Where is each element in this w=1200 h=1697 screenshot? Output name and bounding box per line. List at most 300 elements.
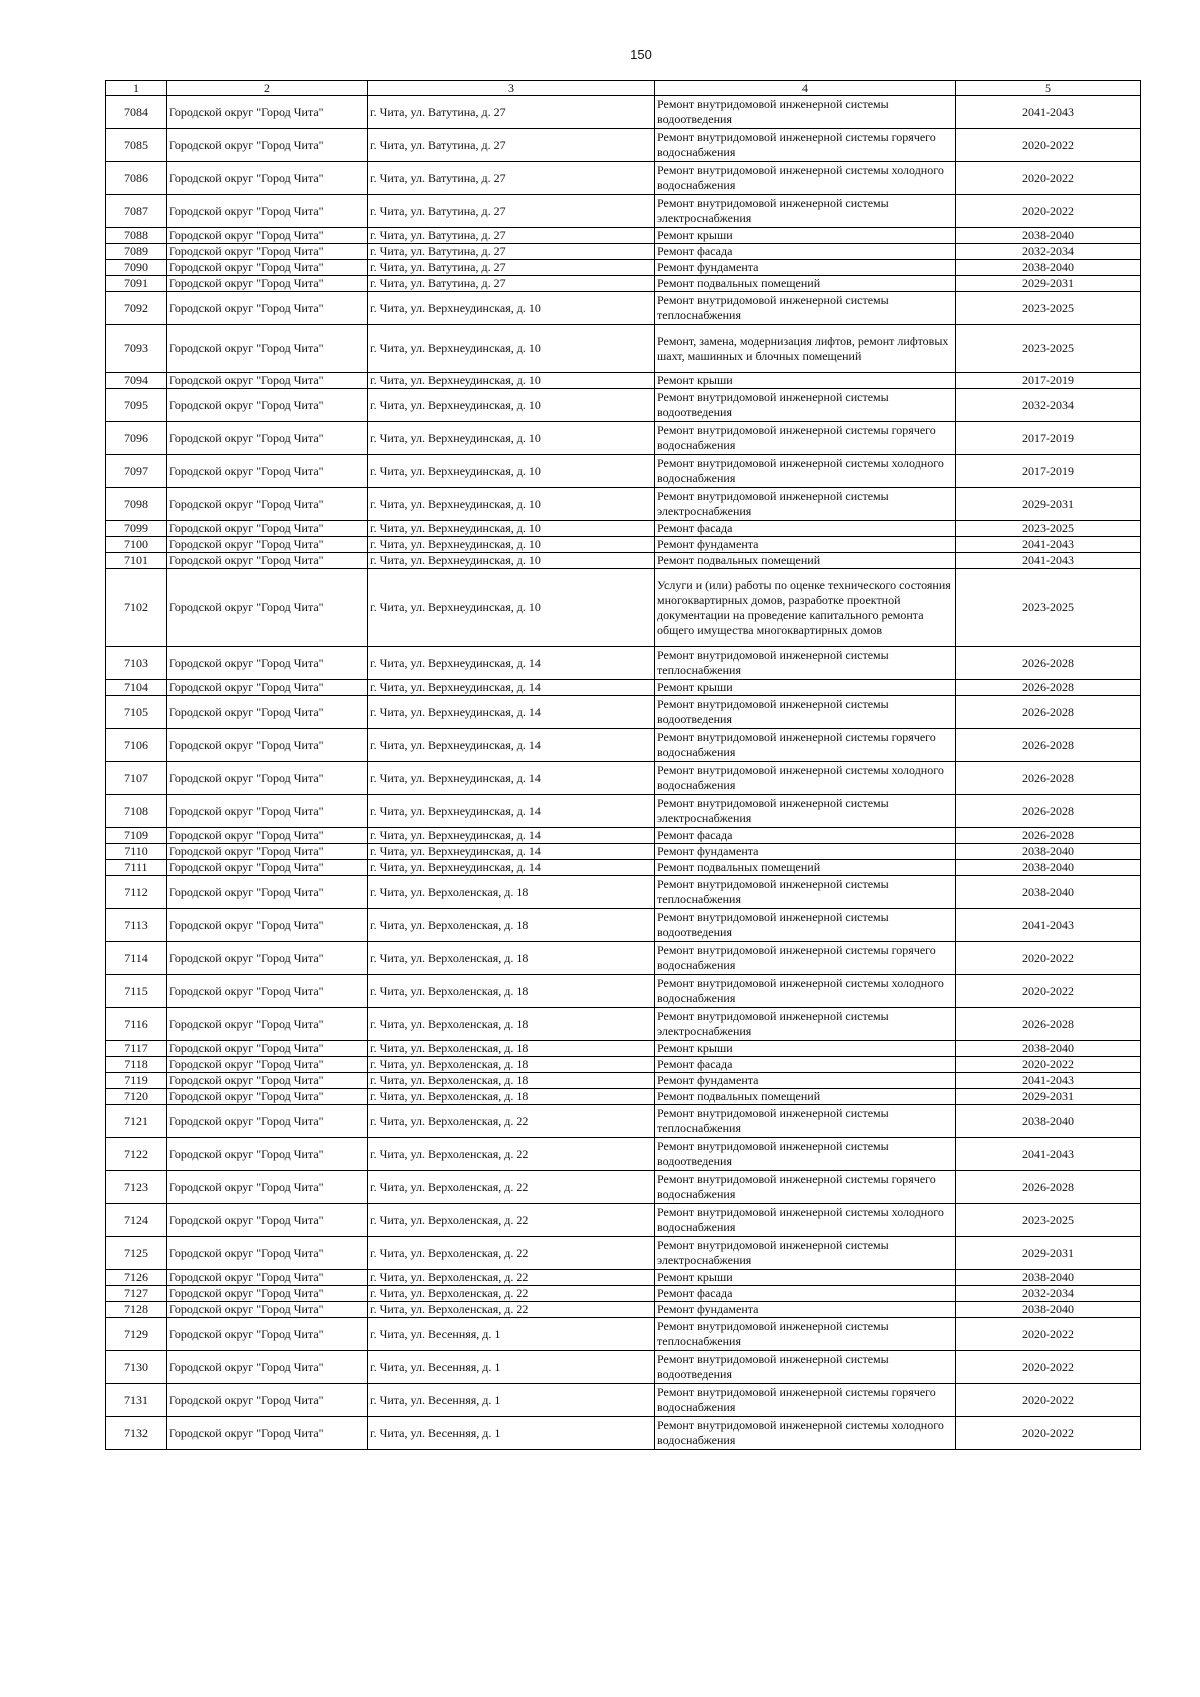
table-row (106, 455, 1141, 488)
repair-schedule-table (105, 80, 1141, 1450)
table-row (106, 488, 1141, 521)
address-cell: г. Чита, ул. Весенняя, д. 1 (368, 1417, 655, 1450)
work-type-cell: Ремонт фундамента (655, 260, 956, 276)
address-cell: г. Чита, ул. Верхнеудинская, д. 14 (368, 828, 655, 844)
address-cell: г. Чита, ул. Верхоленская, д. 22 (368, 1237, 655, 1270)
period-cell: 2023-2025 (956, 325, 1141, 373)
address-cell: г. Чита, ул. Верхнеудинская, д. 10 (368, 292, 655, 325)
row-number-cell: 7090 (106, 260, 167, 276)
row-number-cell: 7094 (106, 373, 167, 389)
address-cell: г. Чита, ул. Верхнеудинская, д. 10 (368, 455, 655, 488)
table-row (106, 1089, 1141, 1105)
work-type-cell: Ремонт внутридомовой инженерной системы холодного водоснабжения (655, 762, 956, 795)
table-row (106, 1237, 1141, 1270)
period-cell: 2020-2022 (956, 975, 1141, 1008)
work-type-cell: Ремонт фасада (655, 1286, 956, 1302)
row-number-cell: 7091 (106, 276, 167, 292)
period-cell: 2020-2022 (956, 942, 1141, 975)
district-cell: Городской округ "Город Чита" (167, 844, 368, 860)
address-cell: г. Чита, ул. Ватутина, д. 27 (368, 228, 655, 244)
district-cell: Городской округ "Город Чита" (167, 1089, 368, 1105)
table-row (106, 1073, 1141, 1089)
work-type-cell: Ремонт крыши (655, 373, 956, 389)
work-type-cell: Ремонт внутридомовой инженерной системы электроснабжения (655, 1237, 956, 1270)
row-number-cell: 7124 (106, 1204, 167, 1237)
district-cell: Городской округ "Город Чита" (167, 647, 368, 680)
address-cell: г. Чита, ул. Ватутина, д. 27 (368, 244, 655, 260)
table-row (106, 1138, 1141, 1171)
work-type-cell: Ремонт внутридомовой инженерной системы водоотведения (655, 909, 956, 942)
address-cell: г. Чита, ул. Верхнеудинская, д. 10 (368, 521, 655, 537)
work-type-cell: Ремонт подвальных помещений (655, 1089, 956, 1105)
period-cell: 2038-2040 (956, 228, 1141, 244)
district-cell: Городской округ "Город Чита" (167, 292, 368, 325)
district-cell: Городской округ "Город Чита" (167, 162, 368, 195)
table-row (106, 260, 1141, 276)
row-number-cell: 7089 (106, 244, 167, 260)
district-cell: Городской округ "Город Чита" (167, 455, 368, 488)
work-type-cell: Ремонт крыши (655, 228, 956, 244)
work-type-cell: Ремонт внутридомовой инженерной системы горячего водоснабжения (655, 1384, 956, 1417)
row-number-cell: 7129 (106, 1318, 167, 1351)
row-number-cell: 7100 (106, 537, 167, 553)
table-row (106, 521, 1141, 537)
district-cell: Городской округ "Город Чита" (167, 1286, 368, 1302)
column-header: 4 (655, 81, 956, 96)
address-cell: г. Чита, ул. Ватутина, д. 27 (368, 195, 655, 228)
address-cell: г. Чита, ул. Верхоленская, д. 18 (368, 1073, 655, 1089)
table-row (106, 844, 1141, 860)
row-number-cell: 7099 (106, 521, 167, 537)
district-cell: Городской округ "Город Чита" (167, 1270, 368, 1286)
period-cell: 2026-2028 (956, 680, 1141, 696)
district-cell: Городской округ "Город Чита" (167, 860, 368, 876)
address-cell: г. Чита, ул. Ватутина, д. 27 (368, 96, 655, 129)
work-type-cell: Ремонт внутридомовой инженерной системы горячего водоснабжения (655, 1171, 956, 1204)
table-row (106, 276, 1141, 292)
address-cell: г. Чита, ул. Верхоленская, д. 18 (368, 909, 655, 942)
row-number-cell: 7102 (106, 569, 167, 647)
period-cell: 2038-2040 (956, 844, 1141, 860)
period-cell: 2041-2043 (956, 909, 1141, 942)
work-type-cell: Ремонт фундамента (655, 537, 956, 553)
period-cell: 2029-2031 (956, 1237, 1141, 1270)
period-cell: 2041-2043 (956, 1138, 1141, 1171)
district-cell: Городской округ "Город Чита" (167, 1171, 368, 1204)
row-number-cell: 7109 (106, 828, 167, 844)
address-cell: г. Чита, ул. Ватутина, д. 27 (368, 260, 655, 276)
address-cell: г. Чита, ул. Верхнеудинская, д. 14 (368, 762, 655, 795)
table-row (106, 325, 1141, 373)
column-header: 3 (368, 81, 655, 96)
period-cell: 2032-2034 (956, 244, 1141, 260)
table-row (106, 195, 1141, 228)
row-number-cell: 7093 (106, 325, 167, 373)
table-row (106, 244, 1141, 260)
table-row (106, 696, 1141, 729)
table-row (106, 1318, 1141, 1351)
row-number-cell: 7110 (106, 844, 167, 860)
column-header: 1 (106, 81, 167, 96)
table-row (106, 553, 1141, 569)
work-type-cell: Ремонт фасада (655, 1057, 956, 1073)
district-cell: Городской округ "Город Чита" (167, 795, 368, 828)
work-type-cell: Ремонт внутридомовой инженерной системы электроснабжения (655, 795, 956, 828)
address-cell: г. Чита, ул. Ватутина, д. 27 (368, 162, 655, 195)
period-cell: 2041-2043 (956, 1073, 1141, 1089)
period-cell: 2041-2043 (956, 96, 1141, 129)
period-cell: 2038-2040 (956, 1302, 1141, 1318)
work-type-cell: Ремонт, замена, модернизация лифтов, ремонт лифтовых шахт, машинных и блочных помещений (655, 325, 956, 373)
address-cell: г. Чита, ул. Верхнеудинская, д. 14 (368, 795, 655, 828)
table-row (106, 422, 1141, 455)
period-cell: 2041-2043 (956, 537, 1141, 553)
district-cell: Городской округ "Город Чита" (167, 389, 368, 422)
work-type-cell: Ремонт внутридомовой инженерной системы горячего водоснабжения (655, 942, 956, 975)
district-cell: Городской округ "Город Чита" (167, 422, 368, 455)
district-cell: Городской округ "Город Чита" (167, 1384, 368, 1417)
address-cell: г. Чита, ул. Верхоленская, д. 22 (368, 1171, 655, 1204)
district-cell: Городской округ "Город Чита" (167, 909, 368, 942)
address-cell: г. Чита, ул. Верхнеудинская, д. 10 (368, 569, 655, 647)
address-cell: г. Чита, ул. Верхоленская, д. 22 (368, 1204, 655, 1237)
district-cell: Городской округ "Город Чита" (167, 1041, 368, 1057)
period-cell: 2041-2043 (956, 553, 1141, 569)
work-type-cell: Ремонт крыши (655, 680, 956, 696)
district-cell: Городской округ "Город Чита" (167, 729, 368, 762)
address-cell: г. Чита, ул. Весенняя, д. 1 (368, 1318, 655, 1351)
address-cell: г. Чита, ул. Верхоленская, д. 18 (368, 975, 655, 1008)
table-row (106, 1171, 1141, 1204)
district-cell: Городской округ "Город Чита" (167, 1351, 368, 1384)
work-type-cell: Ремонт внутридомовой инженерной системы теплоснабжения (655, 292, 956, 325)
period-cell: 2038-2040 (956, 876, 1141, 909)
district-cell: Городской округ "Город Чита" (167, 680, 368, 696)
work-type-cell: Ремонт внутридомовой инженерной системы водоотведения (655, 1138, 956, 1171)
table-row (106, 1417, 1141, 1450)
period-cell: 2023-2025 (956, 521, 1141, 537)
address-cell: г. Чита, ул. Верхоленская, д. 22 (368, 1302, 655, 1318)
district-cell: Городской округ "Город Чита" (167, 975, 368, 1008)
table-row (106, 1105, 1141, 1138)
district-cell: Городской округ "Город Чита" (167, 96, 368, 129)
row-number-cell: 7087 (106, 195, 167, 228)
district-cell: Городской округ "Город Чита" (167, 1204, 368, 1237)
row-number-cell: 7111 (106, 860, 167, 876)
address-cell: г. Чита, ул. Верхоленская, д. 18 (368, 942, 655, 975)
work-type-cell: Ремонт внутридомовой инженерной системы электроснабжения (655, 1008, 956, 1041)
period-cell: 2023-2025 (956, 569, 1141, 647)
district-cell: Городской округ "Город Чита" (167, 1057, 368, 1073)
table-row (106, 228, 1141, 244)
row-number-cell: 7085 (106, 129, 167, 162)
district-cell: Городской округ "Город Чита" (167, 569, 368, 647)
row-number-cell: 7119 (106, 1073, 167, 1089)
district-cell: Городской округ "Город Чита" (167, 260, 368, 276)
column-header: 2 (167, 81, 368, 96)
period-cell: 2020-2022 (956, 1351, 1141, 1384)
address-cell: г. Чита, ул. Верхнеудинская, д. 14 (368, 729, 655, 762)
address-cell: г. Чита, ул. Верхнеудинская, д. 10 (368, 553, 655, 569)
row-number-cell: 7115 (106, 975, 167, 1008)
period-cell: 2026-2028 (956, 729, 1141, 762)
row-number-cell: 7096 (106, 422, 167, 455)
address-cell: г. Чита, ул. Верхнеудинская, д. 14 (368, 647, 655, 680)
table-row (106, 1057, 1141, 1073)
work-type-cell: Ремонт фасада (655, 244, 956, 260)
table-row (106, 1302, 1141, 1318)
district-cell: Городской округ "Город Чита" (167, 1008, 368, 1041)
address-cell: г. Чита, ул. Верхнеудинская, д. 14 (368, 844, 655, 860)
district-cell: Городской округ "Город Чита" (167, 195, 368, 228)
row-number-cell: 7104 (106, 680, 167, 696)
row-number-cell: 7086 (106, 162, 167, 195)
row-number-cell: 7103 (106, 647, 167, 680)
work-type-cell: Ремонт внутридомовой инженерной системы горячего водоснабжения (655, 729, 956, 762)
district-cell: Городской округ "Город Чита" (167, 373, 368, 389)
address-cell: г. Чита, ул. Весенняя, д. 1 (368, 1384, 655, 1417)
district-cell: Городской округ "Город Чита" (167, 553, 368, 569)
district-cell: Городской округ "Город Чита" (167, 1138, 368, 1171)
table-row (106, 680, 1141, 696)
table-row (106, 537, 1141, 553)
period-cell: 2029-2031 (956, 488, 1141, 521)
row-number-cell: 7122 (106, 1138, 167, 1171)
period-cell: 2038-2040 (956, 1041, 1141, 1057)
period-cell: 2026-2028 (956, 795, 1141, 828)
work-type-cell: Ремонт внутридомовой инженерной системы холодного водоснабжения (655, 1417, 956, 1450)
address-cell: г. Чита, ул. Верхоленская, д. 22 (368, 1138, 655, 1171)
row-number-cell: 7101 (106, 553, 167, 569)
work-type-cell: Ремонт внутридомовой инженерной системы холодного водоснабжения (655, 162, 956, 195)
address-cell: г. Чита, ул. Верхнеудинская, д. 10 (368, 389, 655, 422)
row-number-cell: 7132 (106, 1417, 167, 1450)
work-type-cell: Ремонт внутридомовой инженерной системы водоотведения (655, 96, 956, 129)
row-number-cell: 7120 (106, 1089, 167, 1105)
table-row (106, 876, 1141, 909)
address-cell: г. Чита, ул. Весенняя, д. 1 (368, 1351, 655, 1384)
address-cell: г. Чита, ул. Верхоленская, д. 22 (368, 1270, 655, 1286)
district-cell: Городской округ "Город Чита" (167, 828, 368, 844)
period-cell: 2026-2028 (956, 696, 1141, 729)
period-cell: 2020-2022 (956, 195, 1141, 228)
row-number-cell: 7130 (106, 1351, 167, 1384)
period-cell: 2017-2019 (956, 373, 1141, 389)
table-row (106, 1384, 1141, 1417)
district-cell: Городской округ "Город Чита" (167, 1105, 368, 1138)
table-row (106, 729, 1141, 762)
row-number-cell: 7118 (106, 1057, 167, 1073)
period-cell: 2020-2022 (956, 1318, 1141, 1351)
row-number-cell: 7108 (106, 795, 167, 828)
column-number-row (106, 81, 1141, 96)
address-cell: г. Чита, ул. Верхнеудинская, д. 10 (368, 537, 655, 553)
work-type-cell: Ремонт внутридомовой инженерной системы горячего водоснабжения (655, 129, 956, 162)
period-cell: 2017-2019 (956, 422, 1141, 455)
period-cell: 2032-2034 (956, 389, 1141, 422)
table-row (106, 762, 1141, 795)
row-number-cell: 7095 (106, 389, 167, 422)
row-number-cell: 7097 (106, 455, 167, 488)
work-type-cell: Ремонт подвальных помещений (655, 553, 956, 569)
row-number-cell: 7084 (106, 96, 167, 129)
work-type-cell: Ремонт внутридомовой инженерной системы теплоснабжения (655, 1105, 956, 1138)
address-cell: г. Чита, ул. Верхнеудинская, д. 10 (368, 373, 655, 389)
work-type-cell: Ремонт внутридомовой инженерной системы холодного водоснабжения (655, 975, 956, 1008)
district-cell: Городской округ "Город Чита" (167, 228, 368, 244)
district-cell: Городской округ "Город Чита" (167, 537, 368, 553)
row-number-cell: 7112 (106, 876, 167, 909)
work-type-cell: Ремонт крыши (655, 1270, 956, 1286)
table-row (106, 828, 1141, 844)
address-cell: г. Чита, ул. Верхоленская, д. 18 (368, 1041, 655, 1057)
row-number-cell: 7106 (106, 729, 167, 762)
period-cell: 2038-2040 (956, 860, 1141, 876)
district-cell: Городской округ "Город Чита" (167, 1417, 368, 1450)
work-type-cell: Ремонт внутридомовой инженерной системы теплоснабжения (655, 876, 956, 909)
district-cell: Городской округ "Город Чита" (167, 942, 368, 975)
row-number-cell: 7113 (106, 909, 167, 942)
table-row (106, 389, 1141, 422)
table-row (106, 795, 1141, 828)
period-cell: 2026-2028 (956, 828, 1141, 844)
work-type-cell: Ремонт фасада (655, 521, 956, 537)
period-cell: 2038-2040 (956, 260, 1141, 276)
district-cell: Городской округ "Город Чита" (167, 1073, 368, 1089)
period-cell: 2020-2022 (956, 1057, 1141, 1073)
period-cell: 2026-2028 (956, 647, 1141, 680)
table-row (106, 1286, 1141, 1302)
address-cell: г. Чита, ул. Верхоленская, д. 22 (368, 1286, 655, 1302)
period-cell: 2029-2031 (956, 1089, 1141, 1105)
row-number-cell: 7121 (106, 1105, 167, 1138)
row-number-cell: 7125 (106, 1237, 167, 1270)
work-type-cell: Ремонт фундамента (655, 1073, 956, 1089)
row-number-cell: 7116 (106, 1008, 167, 1041)
table-row (106, 1270, 1141, 1286)
work-type-cell: Ремонт внутридомовой инженерной системы электроснабжения (655, 488, 956, 521)
work-type-cell: Услуги и (или) работы по оценке технического состояния многоквартирных домов, разработке проектной документации на проведение капитального ремонта общего имущества многоквартирных домов (655, 569, 956, 647)
table-row (106, 647, 1141, 680)
period-cell: 2038-2040 (956, 1270, 1141, 1286)
address-cell: г. Чита, ул. Верхоленская, д. 18 (368, 1089, 655, 1105)
row-number-cell: 7131 (106, 1384, 167, 1417)
address-cell: г. Чита, ул. Верхнеудинская, д. 14 (368, 860, 655, 876)
table-row (106, 1008, 1141, 1041)
period-cell: 2026-2028 (956, 762, 1141, 795)
address-cell: г. Чита, ул. Верхнеудинская, д. 14 (368, 696, 655, 729)
work-type-cell: Ремонт фасада (655, 828, 956, 844)
district-cell: Городской округ "Город Чита" (167, 129, 368, 162)
district-cell: Городской округ "Город Чита" (167, 1302, 368, 1318)
address-cell: г. Чита, ул. Верхоленская, д. 18 (368, 1008, 655, 1041)
table-row (106, 373, 1141, 389)
address-cell: г. Чита, ул. Верхоленская, д. 22 (368, 1105, 655, 1138)
page-number: 150 (630, 47, 652, 62)
district-cell: Городской округ "Город Чита" (167, 521, 368, 537)
work-type-cell: Ремонт внутридомовой инженерной системы холодного водоснабжения (655, 1204, 956, 1237)
table-row (106, 96, 1141, 129)
period-cell: 2029-2031 (956, 276, 1141, 292)
period-cell: 2020-2022 (956, 1384, 1141, 1417)
period-cell: 2038-2040 (956, 1105, 1141, 1138)
table-row (106, 1351, 1141, 1384)
period-cell: 2020-2022 (956, 129, 1141, 162)
period-cell: 2020-2022 (956, 1417, 1141, 1450)
district-cell: Городской округ "Город Чита" (167, 1237, 368, 1270)
table-row (106, 942, 1141, 975)
address-cell: г. Чита, ул. Верхоленская, д. 18 (368, 876, 655, 909)
table-row (106, 975, 1141, 1008)
work-type-cell: Ремонт внутридомовой инженерной системы электроснабжения (655, 195, 956, 228)
row-number-cell: 7126 (106, 1270, 167, 1286)
district-cell: Городской округ "Город Чита" (167, 696, 368, 729)
row-number-cell: 7098 (106, 488, 167, 521)
address-cell: г. Чита, ул. Верхнеудинская, д. 10 (368, 488, 655, 521)
period-cell: 2026-2028 (956, 1171, 1141, 1204)
table-row (106, 162, 1141, 195)
address-cell: г. Чита, ул. Верхнеудинская, д. 14 (368, 680, 655, 696)
row-number-cell: 7114 (106, 942, 167, 975)
work-type-cell: Ремонт внутридомовой инженерной системы теплоснабжения (655, 1318, 956, 1351)
table-row (106, 569, 1141, 647)
table-row (106, 292, 1141, 325)
address-cell: г. Чита, ул. Верхоленская, д. 18 (368, 1057, 655, 1073)
district-cell: Городской округ "Город Чита" (167, 325, 368, 373)
row-number-cell: 7105 (106, 696, 167, 729)
work-type-cell: Ремонт внутридомовой инженерной системы холодного водоснабжения (655, 455, 956, 488)
column-header: 5 (956, 81, 1141, 96)
address-cell: г. Чита, ул. Ватутина, д. 27 (368, 129, 655, 162)
work-type-cell: Ремонт внутридомовой инженерной системы водоотведения (655, 389, 956, 422)
work-type-cell: Ремонт фундамента (655, 844, 956, 860)
work-type-cell: Ремонт крыши (655, 1041, 956, 1057)
row-number-cell: 7127 (106, 1286, 167, 1302)
table-row (106, 1041, 1141, 1057)
district-cell: Городской округ "Город Чита" (167, 762, 368, 795)
table-row (106, 129, 1141, 162)
table-row (106, 1204, 1141, 1237)
row-number-cell: 7117 (106, 1041, 167, 1057)
table-row (106, 860, 1141, 876)
work-type-cell: Ремонт внутридомовой инженерной системы водоотведения (655, 696, 956, 729)
address-cell: г. Чита, ул. Верхнеудинская, д. 10 (368, 325, 655, 373)
district-cell: Городской округ "Город Чита" (167, 244, 368, 260)
table-body (106, 81, 1141, 1450)
district-cell: Городской округ "Город Чита" (167, 276, 368, 292)
period-cell: 2023-2025 (956, 292, 1141, 325)
work-type-cell: Ремонт подвальных помещений (655, 860, 956, 876)
district-cell: Городской округ "Город Чита" (167, 1318, 368, 1351)
work-type-cell: Ремонт внутридомовой инженерной системы горячего водоснабжения (655, 422, 956, 455)
row-number-cell: 7128 (106, 1302, 167, 1318)
period-cell: 2026-2028 (956, 1008, 1141, 1041)
period-cell: 2032-2034 (956, 1286, 1141, 1302)
period-cell: 2023-2025 (956, 1204, 1141, 1237)
work-type-cell: Ремонт внутридомовой инженерной системы теплоснабжения (655, 647, 956, 680)
district-cell: Городской округ "Город Чита" (167, 876, 368, 909)
work-type-cell: Ремонт внутридомовой инженерной системы водоотведения (655, 1351, 956, 1384)
period-cell: 2020-2022 (956, 162, 1141, 195)
row-number-cell: 7088 (106, 228, 167, 244)
table-row (106, 909, 1141, 942)
work-type-cell: Ремонт фундамента (655, 1302, 956, 1318)
work-type-cell: Ремонт подвальных помещений (655, 276, 956, 292)
district-cell: Городской округ "Город Чита" (167, 488, 368, 521)
period-cell: 2017-2019 (956, 455, 1141, 488)
address-cell: г. Чита, ул. Ватутина, д. 27 (368, 276, 655, 292)
row-number-cell: 7123 (106, 1171, 167, 1204)
